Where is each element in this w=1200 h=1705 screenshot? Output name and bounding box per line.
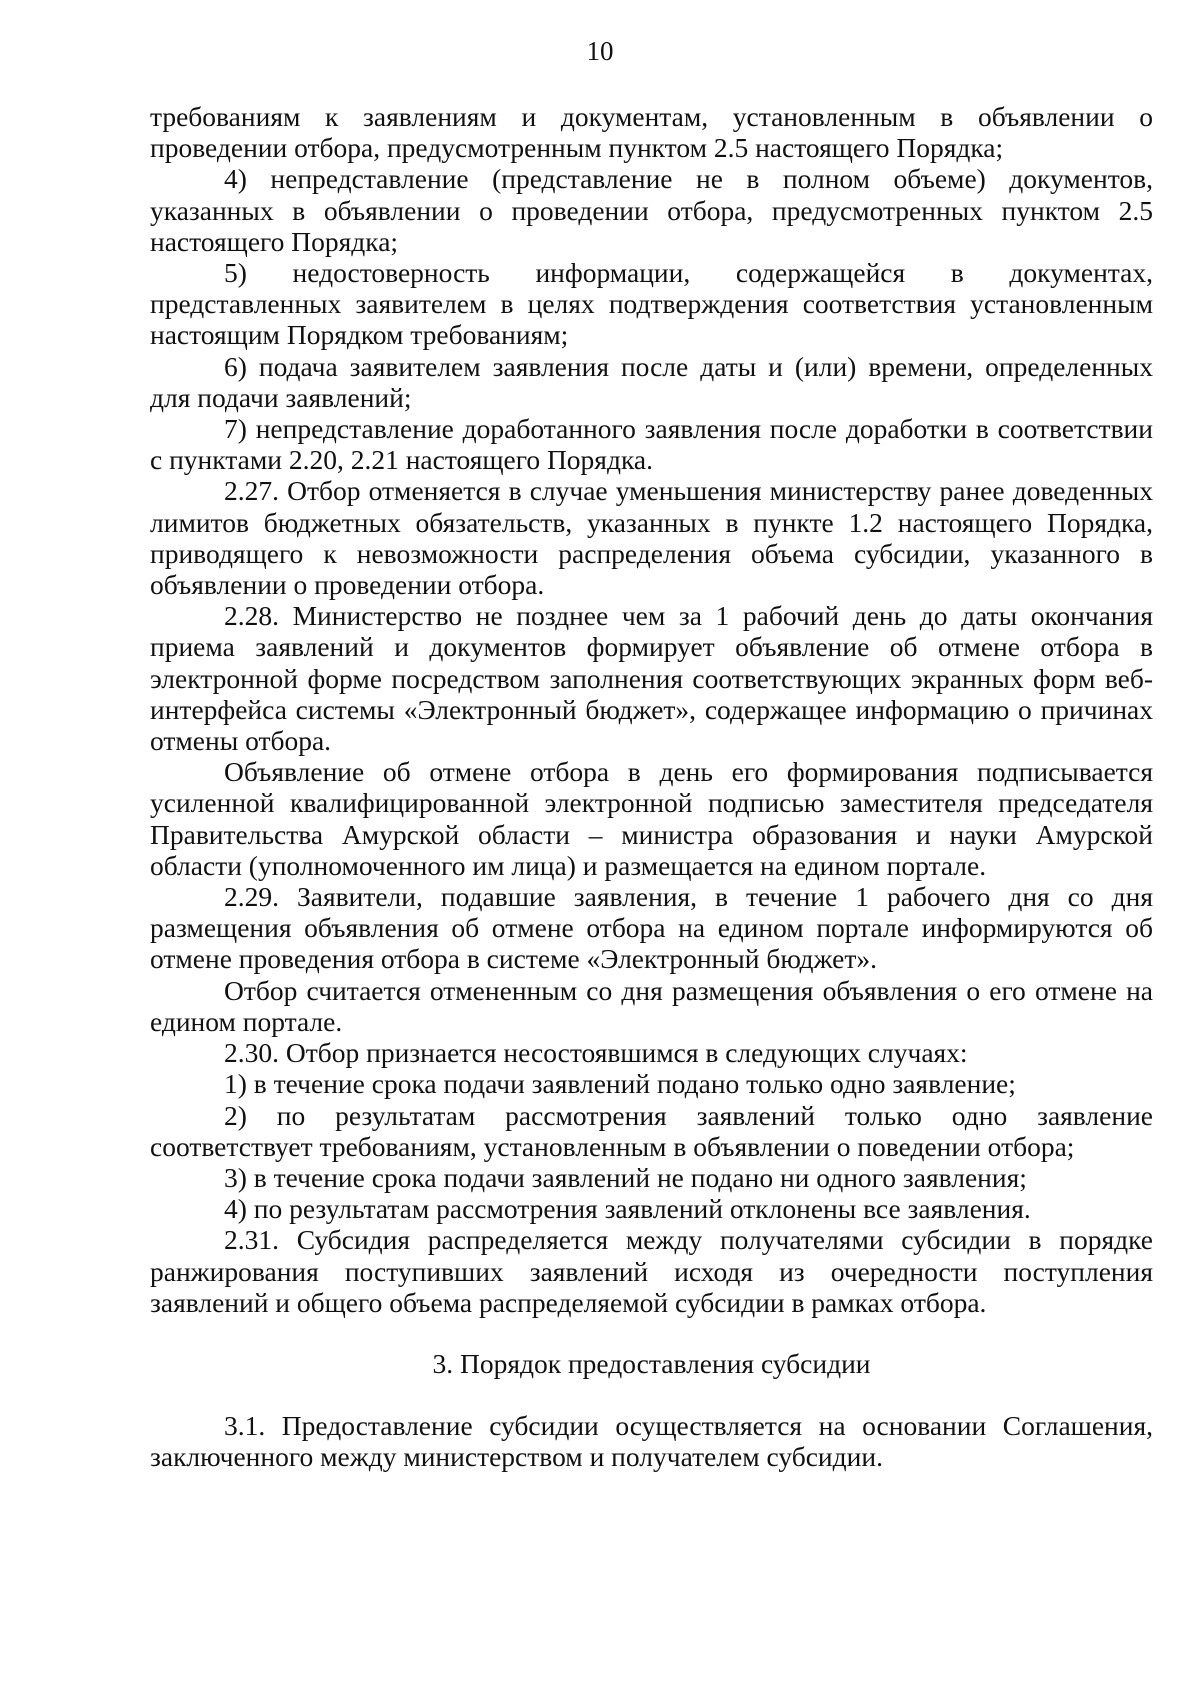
paragraph-cancellation-announcement: Объявление об отмене отбора в день его формирования подписывается усиленной квалифицированной электронной подписью заместителя председателя Правительства Амурской области – министра образования и науки Амурской области (уполномоченного им лица) и размещается на едином портале. <box>150 756 1153 881</box>
paragraph-2-27: 2.27. Отбор отменяется в случае уменьшения министерству ранее доведенных лимитов бюджетных обязательств, указанных в пункте 1.2 настоящего Порядка, приводящего к невозможности распределения объема субсидии, указанного в объявлении о проведении отбора. <box>150 475 1153 601</box>
paragraph-item-7: 7) непредставление доработанного заявления после доработки в соответствии с пунктами 2.20, 2.21 настоящего Порядка. <box>150 413 1153 476</box>
paragraph-3-1: 3.1. Предоставление субсидии осуществляется на основании Соглашения, заключенного между министерством и получателем субсидии. <box>150 1410 1153 1473</box>
section-heading: 3. Порядок предоставления субсидии <box>432 1347 871 1379</box>
paragraph-2-30-item-1: 1) в течение срока подачи заявлений подано только одно заявление; <box>224 1068 1016 1100</box>
paragraph-item-6: 6) подача заявителем заявления после даты и (или) времени, определенных для подачи заявлений; <box>150 350 1153 413</box>
paragraph-continuation: требованиям к заявлениям и документам, установленным в объявлении о проведении отбора, предусмотренным пунктом 2.5 настоящего Порядка; <box>150 101 1153 164</box>
page-number: 10 <box>586 36 614 66</box>
paragraph-2-30-item-3: 3) в течение срока подачи заявлений не подано ни одного заявления; <box>224 1161 1027 1193</box>
paragraph-2-30-item-4: 4) по результатам рассмотрения заявлений отклонены все заявления. <box>224 1193 1031 1225</box>
paragraph-item-4: 4) непредставление (представление не в полном объеме) документов, указанных в объявлении о проведении отбора, предусмотренных пунктом 2.5 настоящего Порядка; <box>150 163 1153 257</box>
paragraph-2-30: 2.30. Отбор признается несостоявшимся в следующих случаях: <box>224 1037 968 1069</box>
paragraph-item-5: 5) недостоверность информации, содержащейся в документах, представленных заявителем в целях подтверждения соответствия установленным настоящим Порядком требованиям; <box>150 257 1153 351</box>
paragraph-2-30-item-2: 2) по результатам рассмотрения заявлений только одно заявление соответствует требованиям, установленным в объявлении о поведении отбора; <box>150 1099 1153 1162</box>
document-body <box>150 101 1153 1473</box>
paragraph-cancellation-effective: Отбор считается отмененным со дня размещения объявления о его отмене на едином портале. <box>150 974 1153 1037</box>
paragraph-2-31: 2.31. Субсидия распределяется между получателями субсидии в порядке ранжирования поступивших заявлений исходя из очередности поступления заявлений и общего объема распределяемой субсидии в рамках отбора. <box>150 1224 1153 1318</box>
paragraph-2-29: 2.29. Заявители, подавшие заявления, в течение 1 рабочего дня со дня размещения объявления об отмене отбора на едином портале информируются об отмене проведения отбора в системе «Электронный бюджет». <box>150 881 1153 975</box>
paragraph-2-28: 2.28. Министерство не позднее чем за 1 рабочий день до даты окончания приема заявлений и документов формирует объявление об отмене отбора в электронной форме посредством заполнения соответствующих экранных форм веб-интерфейса системы «Электронный бюджет», содержащее информацию о причинах отмены отбора. <box>150 600 1153 757</box>
